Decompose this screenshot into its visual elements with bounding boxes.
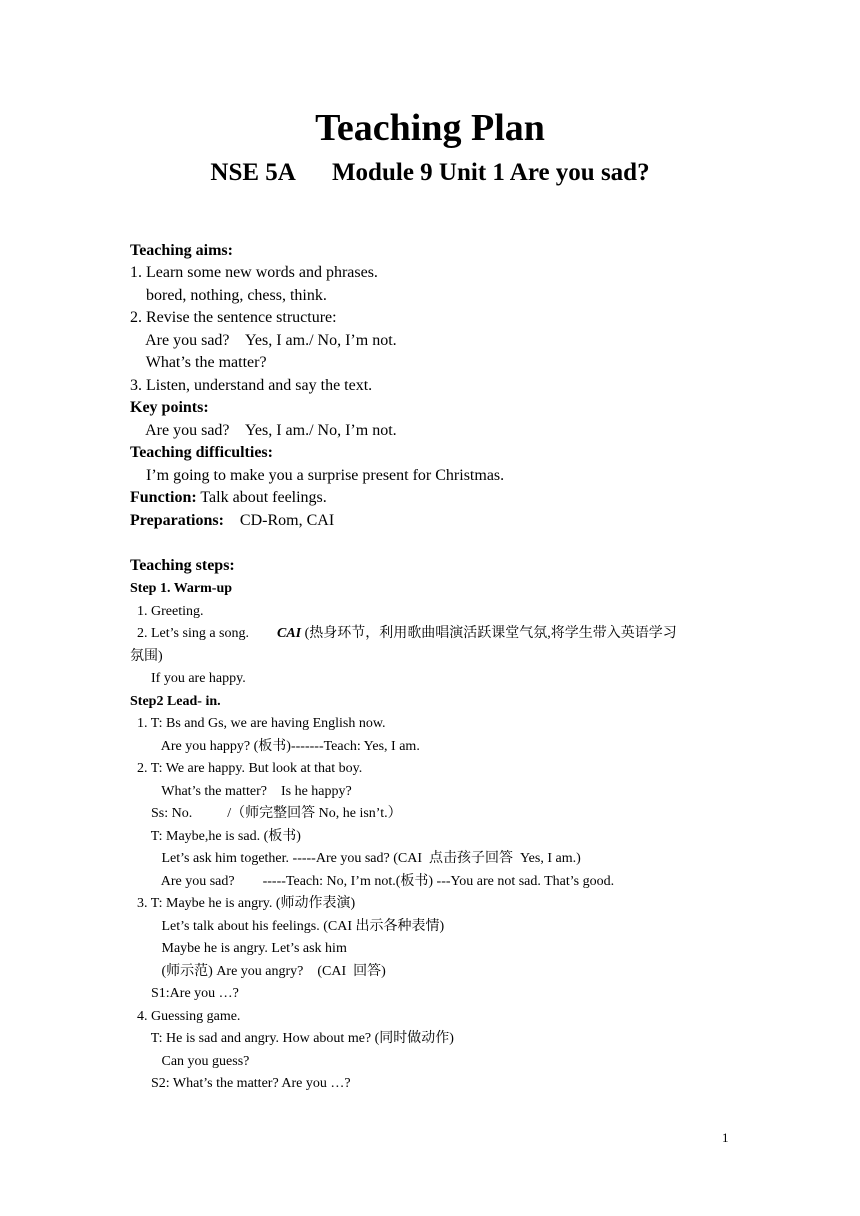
step2-line: Maybe he is angry. Let’s ask him (130, 941, 347, 956)
step1-song-text: 2. Let’s sing a song. (130, 626, 277, 641)
aims-line: 1. Learn some new words and phrases. (130, 264, 378, 281)
difficulties-text: I’m going to make you a surprise present for Christmas. (130, 467, 505, 484)
step2-line: 3. T: Maybe he is angry. (师动作表演) (130, 896, 356, 911)
step1-line (130, 624, 677, 644)
step2-line: T: He is sad and angry. How about me? (同时做动作) (130, 1031, 454, 1046)
aims-line: bored, nothing, chess, think. (130, 287, 327, 304)
step2-line: S2: What’s the matter? Are you …? (130, 1076, 351, 1091)
difficulties-heading: Teaching difficulties: (130, 444, 273, 461)
step1-cai-label: CAI (277, 626, 302, 641)
step2-line: Are you happy? (板书)-------Teach: Yes, I am. (130, 739, 420, 754)
step2-line: S1:Are you …? (130, 986, 239, 1001)
step2-line: Ss: No. /（师完整回答 No, he isn’t.） (130, 806, 402, 821)
step2-line: What’s the matter? Is he happy? (130, 784, 352, 799)
step1-line: 1. Greeting. (130, 604, 204, 619)
step2-line: Let’s talk about his feelings. (CAI 出示各种表情) (130, 919, 445, 934)
preparations-label: Preparations: (130, 512, 224, 529)
step1-song-note: (热身环节，利用歌曲唱演活跃课堂气氛,将学生带入英语学习 (301, 626, 677, 641)
steps-heading: Teaching steps: (130, 557, 235, 574)
step2-line: (师示范) Are you angry? (CAI 回答) (130, 964, 386, 979)
step2-line: 4. Guessing game. (130, 1009, 241, 1024)
aims-line: What’s the matter? (130, 354, 267, 371)
step2-line: 1. T: Bs and Gs, we are having English now. (130, 716, 386, 731)
aims-heading: Teaching aims: (130, 242, 233, 259)
step2-line: Can you guess? (130, 1054, 250, 1069)
function-text: Talk about feelings. (196, 489, 327, 506)
key-points-heading: Key points: (130, 399, 209, 416)
step2-line: T: Maybe,he is sad. (板书) (130, 829, 301, 844)
key-points-text: Are you sad? Yes, I am./ No, I’m not. (130, 422, 397, 439)
page-number: 1 (722, 1130, 729, 1145)
step2-line: Are you sad? -----Teach: No, I’m not.(板书) ---You are not sad. That’s good. (130, 874, 615, 889)
aims-line: Are you sad? Yes, I am./ No, I’m not. (130, 332, 397, 349)
preparations-text: CD-Rom, CAI (223, 512, 335, 529)
step1-line: 氛围) (130, 649, 163, 664)
step1-heading: Step 1. Warm-up (130, 581, 233, 596)
step2-line: 2. T: We are happy. But look at that boy. (130, 761, 363, 776)
function-line (130, 487, 327, 509)
preparations-line (130, 510, 334, 532)
page-subtitle: NSE 5A Module 9 Unit 1 Are you sad? (210, 159, 650, 186)
step2-heading: Step2 Lead- in. (130, 694, 221, 709)
aims-line: 2. Revise the sentence structure: (130, 309, 337, 326)
step2-line: Let’s ask him together. -----Are you sad? (CAI 点击孩子回答 Yes, I am.) (130, 851, 581, 866)
aims-line: 3. Listen, understand and say the text. (130, 377, 373, 394)
step1-line: If you are happy. (130, 671, 246, 686)
page-title: Teaching Plan (315, 107, 545, 149)
function-label: Function: (130, 489, 197, 506)
